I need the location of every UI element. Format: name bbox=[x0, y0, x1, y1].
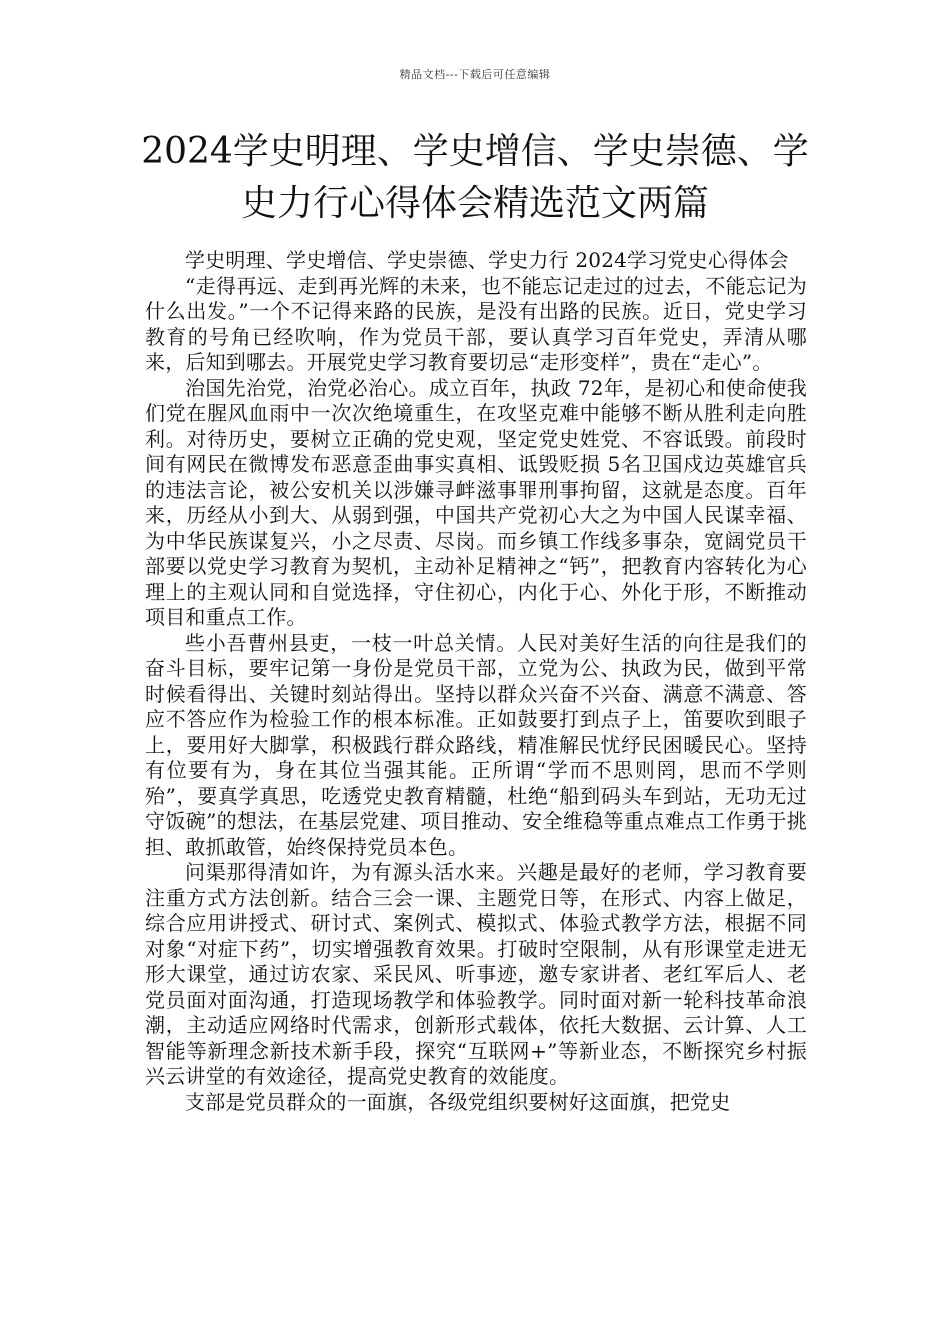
document-title bbox=[140, 126, 810, 230]
paragraph: “走得再远、走到再光辉的未来，也不能忘记走过的过去，不能忘记为什么出发。”一个不记得来路的民族，是没有出路的民族。近日，党史学习教育的号角已经吹响，作为党员干部，要认真学习百年党史，弄清从哪来，后知到哪去。开展党史学习教育要切忌“走形变样”，贵在“走心”。 bbox=[145, 273, 807, 374]
paragraph: 支部是党员群众的一面旗，各级党组织要树好这面旗，把党史 bbox=[185, 1089, 731, 1114]
paragraph: 些小吾曹州县吏，一枝一叶总关情。人民对美好生活的向往是我们的奋斗目标，要牢记第一身份是党员干部，立党为公、执政为民，做到平常时候看得出、关键时刻站得出。坚持以群众兴奋不兴奋、满意不满意、答应不答应作为检验工作的根本标准。正如鼓要打到点子上，笛要吹到眼子上，要用好大脚掌，积极践行群众路线，精准解民忧纾民困暖民心。坚持有位要有为，身在其位当强其能。正所谓“学而不思则罔，思而不学则殆”，要真学真思，吃透党史教育精髓，杜绝“船到码头车到站，无功无过守饭碗”的想法，在基层党建、项目推动、安全维稳等重点难点工作勇于挑担、敢抓敢管，始终保持党员本色。 bbox=[145, 630, 807, 859]
title-line-1: 2024学史明理、学史增信、学史崇德、学 bbox=[141, 131, 809, 172]
paragraph: 治国先治党，治党必治心。成立百年，执政 72年，是初心和使命使我们党在腥风血雨中一次次绝境重生，在攻坚克难中能够不断从胜利走向胜利。对待历史，要树立正确的党史观，坚定党史姓党、不容诋毁。前段时间有网民在微博发布恶意歪曲事实真相、诋毁贬损 5名卫国戍边英雄官兵的违法言论，被公安机关以涉嫌寻衅滋事罪刑事拘留，这就是态度。百年来，历经从小到大、从弱到强，中国共产党初心大之为中国人民谋幸福、为中华民族谋复兴，小之尽责、尽岗。而乡镇工作线多事杂，宽阔党员干部要以党史学习教育为契机，主动补足精神之“钙”，把教育内容转化为心理上的主观认同和自觉选择，守住初心，内化于心、外化于形，不断推动项目和重点工作。 bbox=[145, 375, 807, 629]
title-line-2: 史力行心得体会精选范文两篇 bbox=[240, 183, 709, 224]
paragraph: 问渠那得清如许，为有源头活水来。兴趣是最好的老师，学习教育要注重方式方法创新。结合三会一课、主题党日等，在形式、内容上做足，综合应用讲授式、研讨式、案例式、模拟式、体验式教学方法，根据不同对象“对症下药”，切实增强教育效果。打破时空限制，从有形课堂走进无形大课堂，通过访农家、采民风、听事迹，邀专家讲者、老红军后人、老党员面对面沟通，打造现场教学和体验教学。同时面对新一轮科技革命浪潮，主动适应网络时代需求，创新形式载体，依托大数据、云计算、人工智能等新理念新技术新手段，探究“互联网+”等新业态，不断探究乡村振兴云讲堂的有效途径，提高党史教育的效能度。 bbox=[145, 860, 807, 1088]
document-body bbox=[145, 248, 807, 1115]
header-note: 精品文档---下载后可任意编辑 bbox=[399, 68, 551, 81]
paragraph: 学史明理、学史增信、学史崇德、学史力行 2024学习党史心得体会 bbox=[185, 248, 789, 272]
